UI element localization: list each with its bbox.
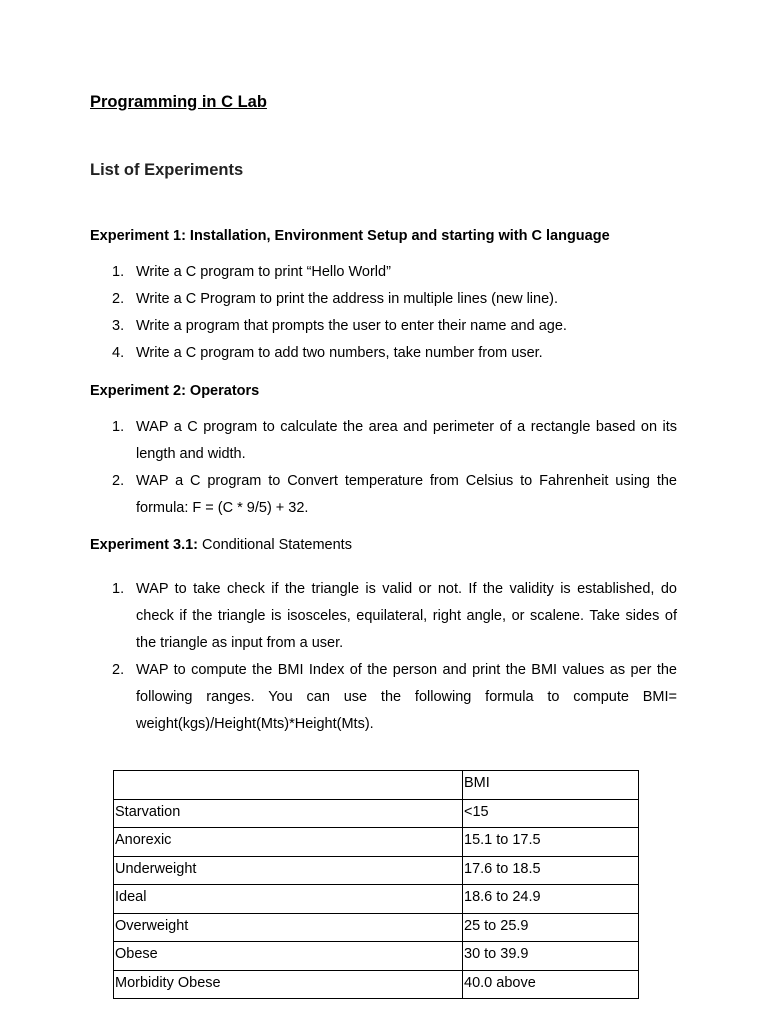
table-cell: Anorexic [114, 828, 463, 857]
page-subtitle: List of Experiments [90, 161, 244, 179]
table-row [114, 856, 639, 885]
table-cell: Morbidity Obese [114, 970, 463, 999]
table-cell: Ideal [114, 885, 463, 914]
table-cell: <15 [463, 799, 639, 828]
table-header-cell [114, 771, 463, 800]
table-cell: Obese [114, 942, 463, 971]
list-item: 1. Write a C program to print “Hello World” [112, 264, 391, 280]
list-item: 2. WAP a C program to Convert temperature from Celsius to Fahrenheit using the formula: F = (C * 9/5) + 32. [112, 473, 677, 516]
list-item: 1. WAP to take check if the triangle is valid or not. If the validity is established, do check if the triangle is isosceles, equilateral, right angle, or scalene. Take sides of the triangle as input from a user. [112, 581, 677, 651]
experiment-1-heading: Experiment 1: Installation, Environment Setup and starting with C language [90, 228, 610, 244]
table-row [114, 913, 639, 942]
experiment-2-list [90, 414, 677, 522]
experiment-3-1-heading: Experiment 3.1: Conditional Statements [90, 537, 352, 553]
table-cell: 30 to 39.9 [463, 942, 639, 971]
table-row [114, 799, 639, 828]
table-header-row [114, 771, 639, 800]
table-cell: 40.0 above [463, 970, 639, 999]
list-item: 4. Write a C program to add two numbers, take number from user. [112, 345, 543, 361]
table-row [114, 828, 639, 857]
page-title: Programming in C Lab [90, 93, 267, 111]
list-item: 1. WAP a C program to calculate the area and perimeter of a rectangle based on its length and width. [112, 419, 677, 462]
table-cell: Underweight [114, 856, 463, 885]
table-row [114, 942, 639, 971]
table-cell: 15.1 to 17.5 [463, 828, 639, 857]
list-item: 2. WAP to compute the BMI Index of the person and print the BMI values as per the following ranges. You can use the following formula to compute BMI= weight(kgs)/Height(Mts)*Height(Mts). [112, 662, 677, 732]
experiment-3-1-list [90, 576, 677, 738]
table-header-cell: BMI [463, 771, 639, 800]
table-row [114, 970, 639, 999]
table-cell: Starvation [114, 799, 463, 828]
table-cell: 25 to 25.9 [463, 913, 639, 942]
table-cell: 18.6 to 24.9 [463, 885, 639, 914]
table-row [114, 885, 639, 914]
table-cell: 17.6 to 18.5 [463, 856, 639, 885]
table-cell: Overweight [114, 913, 463, 942]
list-item: 3. Write a program that prompts the user to enter their name and age. [112, 318, 567, 334]
list-item: 2. Write a C Program to print the address in multiple lines (new line). [112, 291, 559, 307]
bmi-table [113, 770, 639, 999]
experiment-1-list [90, 259, 677, 367]
experiment-2-heading: Experiment 2: Operators [90, 383, 260, 399]
